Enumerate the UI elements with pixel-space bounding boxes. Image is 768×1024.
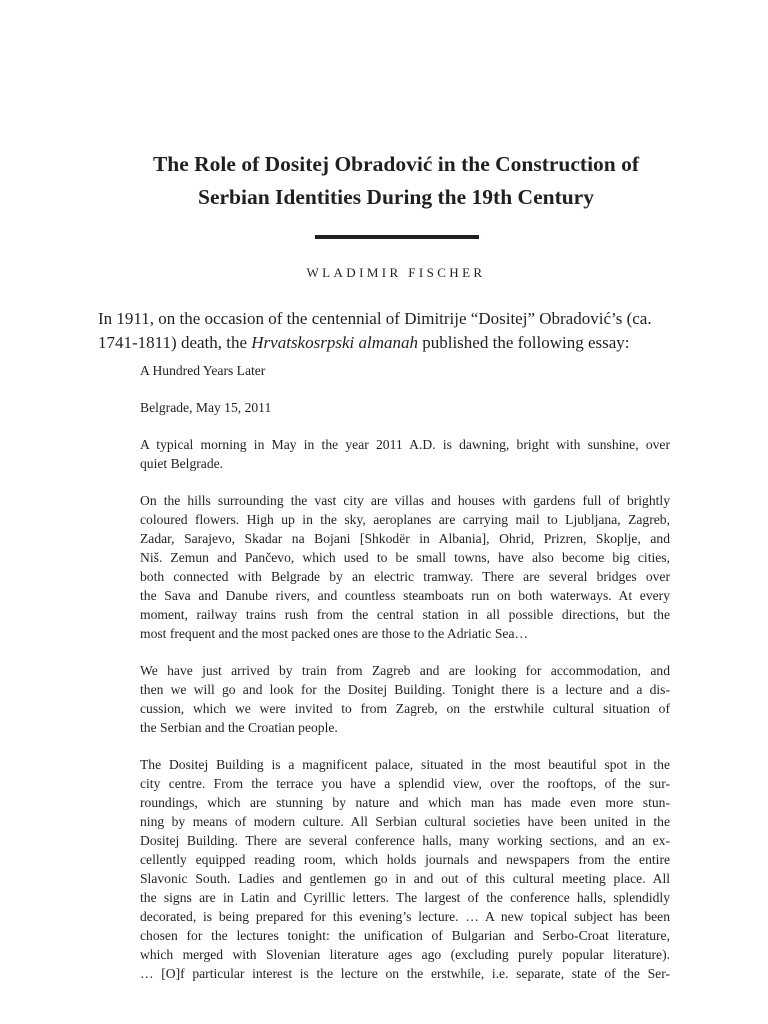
quote-line: chosen for the lectures tonight: the unification of Bulgarian and Serbo-Croat literature, [140,928,670,943]
quote-line: roundings, which are stunning by nature and which man has made even more stun- [140,795,670,810]
quote-line: A typical morning in May in the year 2011 A.D. is dawning, bright with sunshine, over [140,437,670,452]
intro-text-after: published the following essay: [417,333,630,352]
quote-heading-text: A Hundred Years Later [140,363,266,378]
article-title [96,148,696,214]
quote-line: We have just arrived by train from Zagreb and are looking for accommodation, and [140,663,670,678]
quote-line: … [O]f particular interest is the lecture on the erstwhile, i.e. separate, state of the Ser- [140,966,670,981]
intro-line-1: In 1911, on the occasion of the centennial of Dimitrije “Dositej” Obradović’s (ca. [98,309,652,328]
quote-line: which merged with Slovenian literature ages ago (excluding purely popular literature). [140,947,670,962]
quote-line: Niš. Zemun and Pančevo, which used to be small towns, have also become big cities, [140,550,670,565]
quote-line: ning by means of modern culture. All Serbian cultural societies have been united in the [140,814,670,829]
intro-line-2 [98,331,676,355]
quote-paragraph [140,491,670,643]
quote-line: cellently equipped reading room, which holds journals and newspapers from the entire [140,852,670,867]
quote-line: city centre. From the terrace you have a splendid view, over the rooftops, of the sur- [140,776,670,791]
intro-paragraph [98,307,676,355]
quote-heading [140,361,670,380]
block-quote [140,361,670,1001]
author-name: WLADIMIR FISCHER [306,265,486,280]
quote-line: On the hills surrounding the vast city are villas and houses with gardens full of brightly [140,493,670,508]
title-divider [315,235,479,239]
quote-dateline-text: Belgrade, May 15, 2011 [140,400,272,415]
intro-text-before: 1741-1811) death, the [98,333,252,352]
quote-paragraph [140,661,670,737]
quote-line: coloured flowers. High up in the sky, aeroplanes are carrying mail to Ljubljana, Zagreb, [140,512,670,527]
quote-paragraph [140,435,670,473]
title-line-1: The Role of Dositej Obradović in the Construction of [152,152,640,176]
quote-line: Zadar, Sarajevo, Skadar na Bojani [Shkodër in Albania], Ohrid, Prizren, Skoplje, and [140,531,670,546]
quote-line: Slavonic South. Ladies and gentlemen go in and out of this cultural meeting place. All [140,871,670,886]
quote-dateline [140,398,670,417]
quote-line: moment, railway trains rush from the central station in all possible directions, but the [140,607,670,622]
quote-line: both connected with Belgrade by an electric tramway. There are several bridges over [140,569,670,584]
quote-line: Dositej Building. There are several conference halls, many working sections, and an ex- [140,833,670,848]
quote-line: the signs are in Latin and Cyrillic letters. The largest of the conference halls, splendidly [140,890,670,905]
quote-line: The Dositej Building is a magnificent palace, situated in the most beautiful spot in the [140,757,670,772]
quote-line: quiet Belgrade. [140,456,224,471]
quote-paragraph [140,755,670,983]
quote-line: decorated, is being prepared for this evening’s lecture. … A new topical subject has been [140,909,670,924]
quote-line: the Sava and Danube rivers, and countless steamboats run on both waterways. At every [140,588,670,603]
quote-line: then we will go and look for the Dositej Building. Tonight there is a lecture and a dis- [140,682,670,697]
quote-line: most frequent and the most packed ones are those to the Adriatic Sea… [140,626,529,641]
quote-line: the Serbian and the Croatian people. [140,720,338,735]
almanac-title: Hrvatskosrpski almanah [251,333,418,352]
title-line-2: Serbian Identities During the 19th Century [198,185,594,209]
quote-line: cussion, which we were invited to from Zagreb, on the erstwhile cultural situation of [140,701,670,716]
